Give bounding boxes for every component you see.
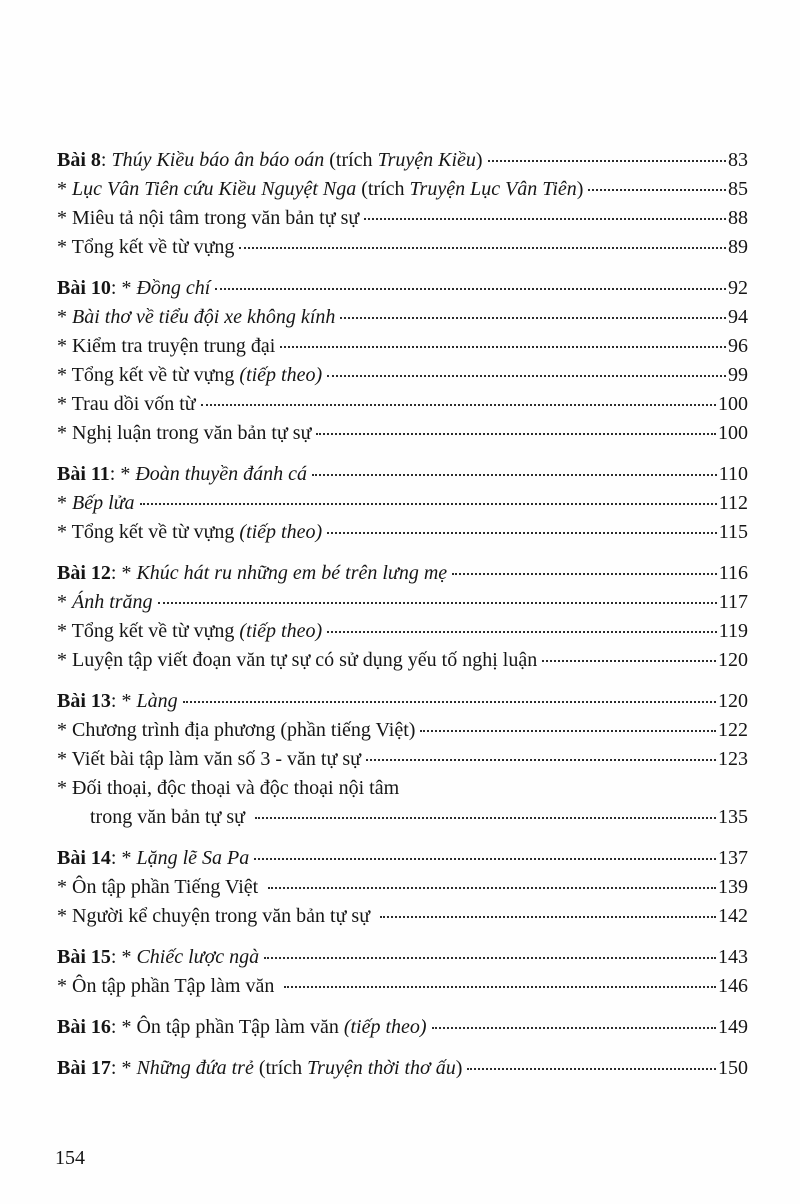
toc-text-segment: : * [110, 946, 137, 968]
toc-text-segment: Bài 12 [57, 562, 111, 584]
toc-entry [57, 943, 748, 972]
toc-entry [57, 873, 748, 902]
toc-entry [57, 204, 748, 233]
toc-text-segment: ) [576, 178, 584, 200]
toc-page-number: 123 [718, 748, 748, 770]
toc-text-segment: : * [110, 1057, 137, 1079]
dot-leader [588, 189, 726, 191]
toc-entry-text [57, 460, 307, 489]
toc-text-segment: * [57, 591, 72, 613]
toc-entry-text [57, 390, 196, 419]
dot-leader [284, 986, 716, 988]
toc-page-number: 100 [718, 422, 748, 444]
dot-leader [316, 433, 716, 435]
toc-text-segment: * Tổng kết về từ vựng [57, 620, 240, 642]
toc-text-segment: * Người kể chuyện trong văn bản tự sự [57, 905, 376, 927]
dot-leader [327, 375, 726, 377]
toc-page-number: 137 [718, 847, 748, 869]
dot-leader [467, 1068, 716, 1070]
toc-text-segment: * Tổng kết về từ vựng [57, 364, 240, 386]
dot-leader [255, 817, 716, 819]
toc-text-segment: Chiếc lược ngà [136, 946, 260, 968]
toc-text-segment: : * [110, 277, 137, 299]
dot-leader [432, 1027, 716, 1029]
toc-entry [57, 1013, 748, 1042]
toc-text-segment: Bài 13 [57, 690, 111, 712]
toc-entry-text [57, 972, 279, 1001]
toc-text-segment: Bài 10 [57, 277, 111, 299]
toc-entry [57, 716, 748, 745]
toc-text-segment: Bếp lửa [72, 492, 135, 514]
toc-text-segment: Lục Vân Tiên cứu Kiều Nguyệt Nga [72, 178, 357, 200]
dot-leader [420, 730, 716, 732]
toc-text-segment: * Trau dồi vốn từ [57, 393, 196, 415]
toc-entry [57, 646, 748, 675]
toc-text-segment: Ánh trăng [72, 591, 153, 613]
dot-leader [140, 503, 717, 505]
toc-entry-text [57, 332, 275, 361]
toc-page-number: 122 [718, 719, 748, 741]
toc-text-segment: : * [110, 690, 137, 712]
toc-entry [57, 774, 748, 803]
toc-entry-text [57, 419, 311, 448]
dot-leader [215, 288, 726, 290]
toc-entry-text [57, 617, 322, 646]
toc-text-segment: (tiếp theo) [343, 1016, 427, 1038]
toc-entry-text [90, 803, 250, 832]
toc-entry [57, 844, 748, 873]
toc-text-segment: * Tổng kết về từ vựng [57, 236, 235, 258]
toc-page-number: 117 [718, 591, 748, 613]
toc-entry [57, 559, 748, 588]
toc-entry-text [57, 902, 375, 931]
toc-text-segment: Đoàn thuyền đánh cá [135, 463, 307, 485]
toc-entry-text [57, 716, 415, 745]
toc-page-number: 83 [728, 149, 748, 171]
toc-text-segment: Bài thơ về tiểu đội xe không kính [72, 306, 336, 328]
toc-page-number: 99 [728, 364, 748, 386]
toc-text-segment: (trích [253, 1057, 308, 1079]
toc-page-number: 110 [718, 463, 748, 485]
toc-text-segment: (trích [356, 178, 410, 200]
toc-text-segment: * Ôn tập phần Tập làm văn [57, 975, 280, 997]
toc-page-number: 135 [718, 806, 748, 828]
table-of-contents [57, 146, 748, 1083]
dot-leader [380, 916, 716, 918]
toc-entry [57, 419, 748, 448]
toc-entry [57, 303, 748, 332]
dot-leader [364, 218, 726, 220]
toc-page-number: 94 [728, 306, 748, 328]
toc-entry [57, 588, 748, 617]
dot-leader [542, 660, 716, 662]
dot-leader [488, 160, 726, 162]
dot-leader [268, 887, 716, 889]
toc-entry-text [57, 233, 234, 262]
toc-entry-text [57, 303, 335, 332]
toc-text-segment: Lặng lẽ Sa Pa [136, 847, 250, 869]
toc-text-segment: Khúc hát ru những em bé trên lưng mẹ [136, 562, 448, 584]
dot-leader [239, 247, 726, 249]
dot-leader [158, 602, 717, 604]
dot-leader [183, 701, 716, 703]
toc-text-segment: Truyện Kiều [377, 149, 476, 171]
toc-entry-text [57, 687, 178, 716]
toc-entry-text [57, 204, 359, 233]
toc-text-segment: Bài 16 [57, 1016, 111, 1038]
toc-entry [57, 175, 748, 204]
toc-text-segment: Bài 17 [57, 1057, 111, 1079]
toc-entry [57, 332, 748, 361]
toc-page-number: 142 [718, 905, 748, 927]
dot-leader [340, 317, 726, 319]
toc-text-segment: ) [455, 1057, 463, 1079]
toc-text-segment: Những đứa trẻ [136, 1057, 254, 1079]
toc-entry [57, 518, 748, 547]
toc-entry-text [57, 1054, 462, 1083]
toc-text-segment: Bài 14 [57, 847, 111, 869]
dot-leader [312, 474, 717, 476]
toc-entry-text [57, 873, 263, 902]
toc-page-number: 150 [718, 1057, 748, 1079]
toc-text-segment: * [57, 492, 72, 514]
toc-page-number: 89 [728, 236, 748, 258]
toc-entry [57, 146, 748, 175]
toc-text-segment: Thúy Kiều báo ân báo oán [111, 149, 325, 171]
dot-leader [264, 957, 716, 959]
toc-entry [57, 361, 748, 390]
toc-page-number: 149 [718, 1016, 748, 1038]
toc-text-segment: Bài 11 [57, 463, 110, 485]
toc-text-segment: : * [109, 463, 136, 485]
toc-text-segment: (tiếp theo) [239, 364, 323, 386]
toc-entry [57, 390, 748, 419]
toc-page-number: 120 [718, 649, 748, 671]
toc-entry-text [57, 175, 583, 204]
toc-page-number: 100 [718, 393, 748, 415]
toc-entry [57, 489, 748, 518]
toc-page-number: 85 [728, 178, 748, 200]
toc-entry-text [57, 518, 322, 547]
toc-text-segment: ) [475, 149, 483, 171]
toc-page-number: 120 [718, 690, 748, 712]
toc-text-segment: * [57, 178, 72, 200]
toc-text-segment: trong văn bản tự sự [90, 806, 250, 828]
toc-entry-text [57, 361, 322, 390]
toc-entry [57, 460, 748, 489]
toc-text-segment: * Đối thoại, độc thoại và độc thoại nội tâm [57, 777, 400, 799]
page-number: 154 [55, 1147, 85, 1169]
dot-leader [201, 404, 716, 406]
toc-text-segment: * Chương trình địa phương (phần tiếng Việt) [57, 719, 416, 741]
toc-page-number: 92 [728, 277, 748, 299]
toc-entry-text [57, 489, 135, 518]
toc-text-segment: Làng [136, 690, 178, 712]
toc-entry [57, 274, 748, 303]
toc-entry-text [57, 1013, 427, 1042]
dot-leader [366, 759, 716, 761]
toc-text-segment: * Viết bài tập làm văn số 3 - văn tự sự [57, 748, 361, 770]
toc-entry-text [57, 646, 537, 675]
toc-entry [57, 1054, 748, 1083]
toc-text-segment: Đồng chí [136, 277, 211, 299]
toc-text-segment: Truyện Lục Vân Tiên [409, 178, 577, 200]
toc-entry-text [57, 844, 249, 873]
toc-text-segment: Bài 8 [57, 149, 101, 171]
toc-text-segment: * Luyện tập viết đoạn văn tự sự có sử dụng yếu tố nghị luận [57, 649, 538, 671]
toc-page-number: 115 [718, 521, 748, 543]
toc-entry-text [57, 943, 259, 972]
toc-text-segment: : * [110, 562, 137, 584]
toc-page-number: 112 [718, 492, 748, 514]
toc-page-number: 146 [718, 975, 748, 997]
toc-entry [57, 803, 748, 832]
toc-text-segment: : [100, 149, 112, 171]
toc-text-segment: * Nghị luận trong văn bản tự sự [57, 422, 312, 444]
toc-page-number: 88 [728, 207, 748, 229]
toc-entry-text [57, 774, 399, 803]
dot-leader [327, 631, 717, 633]
toc-entry-text [57, 559, 447, 588]
toc-text-segment: * Tổng kết về từ vựng [57, 521, 240, 543]
toc-page-number: 143 [718, 946, 748, 968]
dot-leader [327, 532, 717, 534]
toc-page-number: 119 [718, 620, 748, 642]
toc-page-number: 139 [718, 876, 748, 898]
toc-entry-text [57, 745, 361, 774]
toc-entry [57, 902, 748, 931]
toc-text-segment: * Ôn tập phần Tiếng Việt [57, 876, 264, 898]
toc-text-segment: : * Ôn tập phần Tập làm văn [110, 1016, 344, 1038]
toc-text-segment: (tiếp theo) [239, 521, 323, 543]
toc-page-number: 96 [728, 335, 748, 357]
toc-text-segment: (tiếp theo) [239, 620, 323, 642]
toc-entry [57, 972, 748, 1001]
toc-entry [57, 745, 748, 774]
toc-entry-text [57, 274, 210, 303]
toc-text-segment: * [57, 306, 72, 328]
toc-text-segment: * Miêu tả nội tâm trong văn bản tự sự [57, 207, 360, 229]
dot-leader [452, 573, 717, 575]
toc-entry-text [57, 146, 483, 175]
toc-text-segment: (trích [324, 149, 378, 171]
dot-leader [254, 858, 716, 860]
toc-entry [57, 687, 748, 716]
toc-text-segment: * Kiểm tra truyện trung đại [57, 335, 276, 357]
dot-leader [280, 346, 726, 348]
toc-entry [57, 233, 748, 262]
toc-text-segment: Bài 15 [57, 946, 111, 968]
toc-entry-text [57, 588, 153, 617]
toc-text-segment: Truyện thời thơ ấu [307, 1057, 456, 1079]
toc-entry [57, 617, 748, 646]
toc-text-segment: : * [110, 847, 137, 869]
toc-page-number: 116 [718, 562, 748, 584]
